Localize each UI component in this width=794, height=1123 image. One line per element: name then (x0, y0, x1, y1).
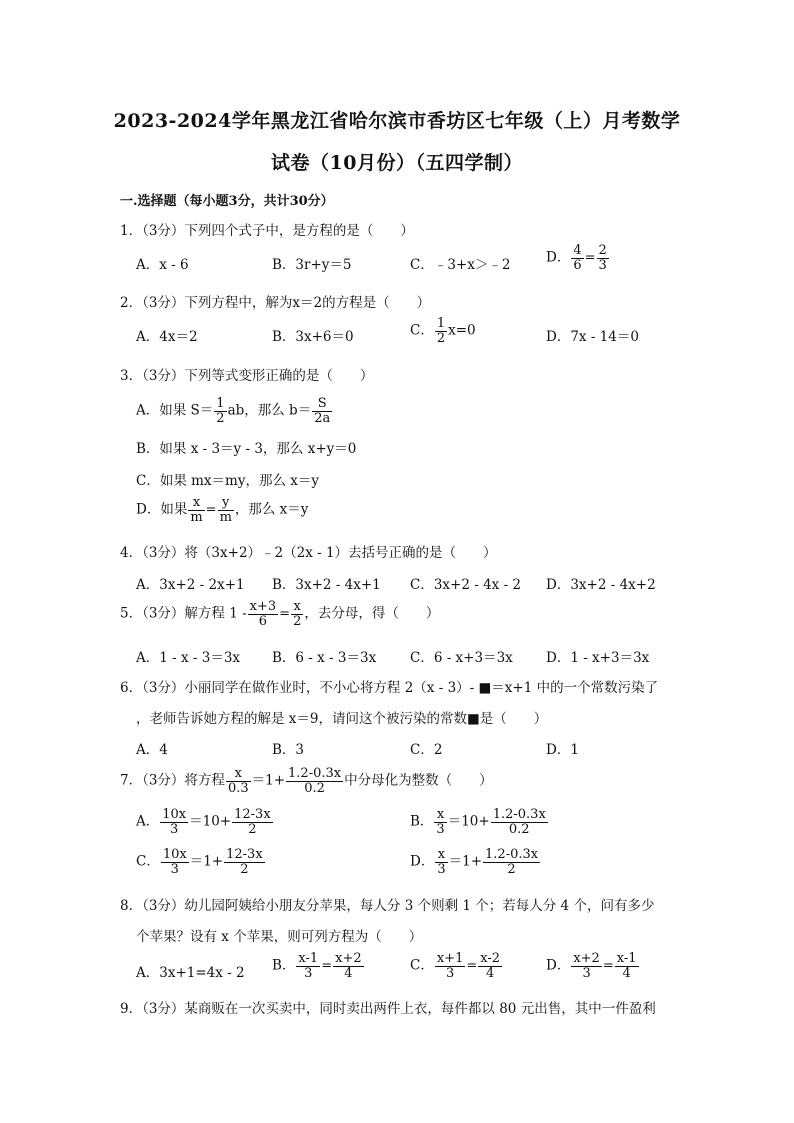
question-8-stem-line-2: 个苹果？设有 x 个苹果，则可列方程为（ ） (136, 929, 423, 945)
question-1-stem: 1．（3分）下列四个式子中，是方程的是（ ） (120, 223, 414, 239)
q3-option-d: D．如果 $\frac{x}{m}$ = $\frac{y}{m}$ ，那么 x＝y (136, 495, 309, 525)
exam-title-line-1: 2023-2024学年黑龙江省哈尔滨市香坊区七年级（上）月考数学 (113, 110, 681, 132)
q3-option-b: B．如果 x - 3＝y - 3，那么 x+y＝0 (136, 441, 357, 457)
question-6-stem-line-1: 6．（3分）小丽同学在做作业时，不小心将方程 2（x - 3）- ■＝x+1 中的一个常数污染了 (120, 680, 659, 696)
q8-option-c: C． $\frac{x+1}{3}$ = $\frac{x-2}{4}$ (410, 951, 501, 981)
q1-option-c: C．﹣3+x＞﹣2 (410, 257, 511, 273)
q7-option-d: D． $\frac{x}{3}$ ＝1+ $\frac{1.2-0.3x}{2}$ (410, 847, 539, 877)
q4-option-a: A．3x+2 - 2x+1 (136, 577, 245, 593)
q6-option-b: B．3 (272, 742, 305, 758)
q4-option-d: D．3x+2 - 4x+2 (546, 577, 656, 593)
q2-option-a: A．4x＝2 (136, 329, 198, 345)
q5-option-d: D．1 - x+3＝3x (546, 650, 650, 666)
q5-option-c: C．6 - x+3＝3x (410, 650, 513, 666)
q6-option-a: A．4 (136, 742, 168, 758)
q8-option-d: D． $\frac{x+2}{3}$ = $\frac{x-1}{4}$ (546, 951, 637, 981)
question-6-stem-line-2: ，老师告诉她方程的解是 x＝9，请问这个被污染的常数■是（ ） (136, 711, 548, 727)
question-5-stem: 5．（3分）解方程 1 - $\frac{x+3}{6}$ = $\frac{x}{2}$ ，去分母，得（ ） (120, 599, 440, 629)
exam-title-line-2: 试卷（10月份）（五四学制） (271, 152, 523, 174)
q7-option-b: B． $\frac{x}{3}$ ＝10+ $\frac{1.2-0.3x}{0.2}$ (410, 807, 546, 837)
section-heading: 一.选择题（每小题3分，共计30分） (120, 194, 334, 209)
q4-option-c: C．3x+2 - 4x - 2 (410, 577, 522, 593)
q5-option-b: B．6 - x - 3＝3x (272, 650, 377, 666)
q1-option-b: B．3r+y＝5 (272, 257, 352, 273)
q7-option-c: C． $\frac{10x}{3}$ ＝1+ $\frac{12-3x}{2}$ (136, 847, 263, 877)
q6-option-c: C．2 (410, 742, 443, 758)
q2-option-c: C． $\frac{1}{2}$ x=0 (410, 316, 476, 346)
question-9-stem-line-1: 9．（3分）某商贩在一次买卖中，同时卖出两件上衣，每件都以 80 元出售，其中一件盈利 (120, 1001, 656, 1017)
q1-option-a: A．x - 6 (136, 257, 189, 273)
q5-option-a: A．1 - x - 3＝3x (136, 650, 241, 666)
q6-option-d: D．1 (546, 742, 579, 758)
question-8-stem-line-1: 8．（3分）幼儿园阿姨给小朋友分苹果，每人分 3 个则剩 1 个；若每人分 4 个，问有多少 (120, 898, 655, 914)
q1-option-d: D． $\frac{4}{6}$ = $\frac{2}{3}$ (546, 243, 607, 273)
q7-option-a: A． $\frac{10x}{3}$ ＝10+ $\frac{12-3x}{2}$ (136, 807, 271, 837)
q2-option-b: B．3x+6＝0 (272, 329, 354, 345)
question-7-stem: 7．（3分）将方程 $\frac{x}{0.3}$ ＝1+ $\frac{1.2-0.3x}{0.2}$ 中分母化为整数（ ） (120, 766, 493, 796)
q3-option-a: A．如果 S＝ $\frac{1}{2}$ ab，那么 b＝ $\frac{S}{2a}$ (136, 396, 331, 426)
question-4-stem: 4．（3分）将（3x+2）﹣2（2x - 1）去括号正确的是（ ） (120, 545, 497, 561)
q8-option-a: A．3x+1=4x - 2 (136, 965, 245, 981)
q8-option-b: B． $\frac{x-1}{3}$ = $\frac{x+2}{4}$ (272, 951, 362, 981)
q3-option-c: C．如果 mx＝my，那么 x＝y (136, 473, 319, 489)
question-3-stem: 3．（3分）下列等式变形正确的是（ ） (120, 368, 374, 384)
question-2-stem: 2．（3分）下列方程中，解为x＝2的方程是（ ） (120, 295, 431, 311)
q2-option-d: D．7x - 14＝0 (546, 329, 639, 345)
q4-option-b: B．3x+2 - 4x+1 (272, 577, 381, 593)
